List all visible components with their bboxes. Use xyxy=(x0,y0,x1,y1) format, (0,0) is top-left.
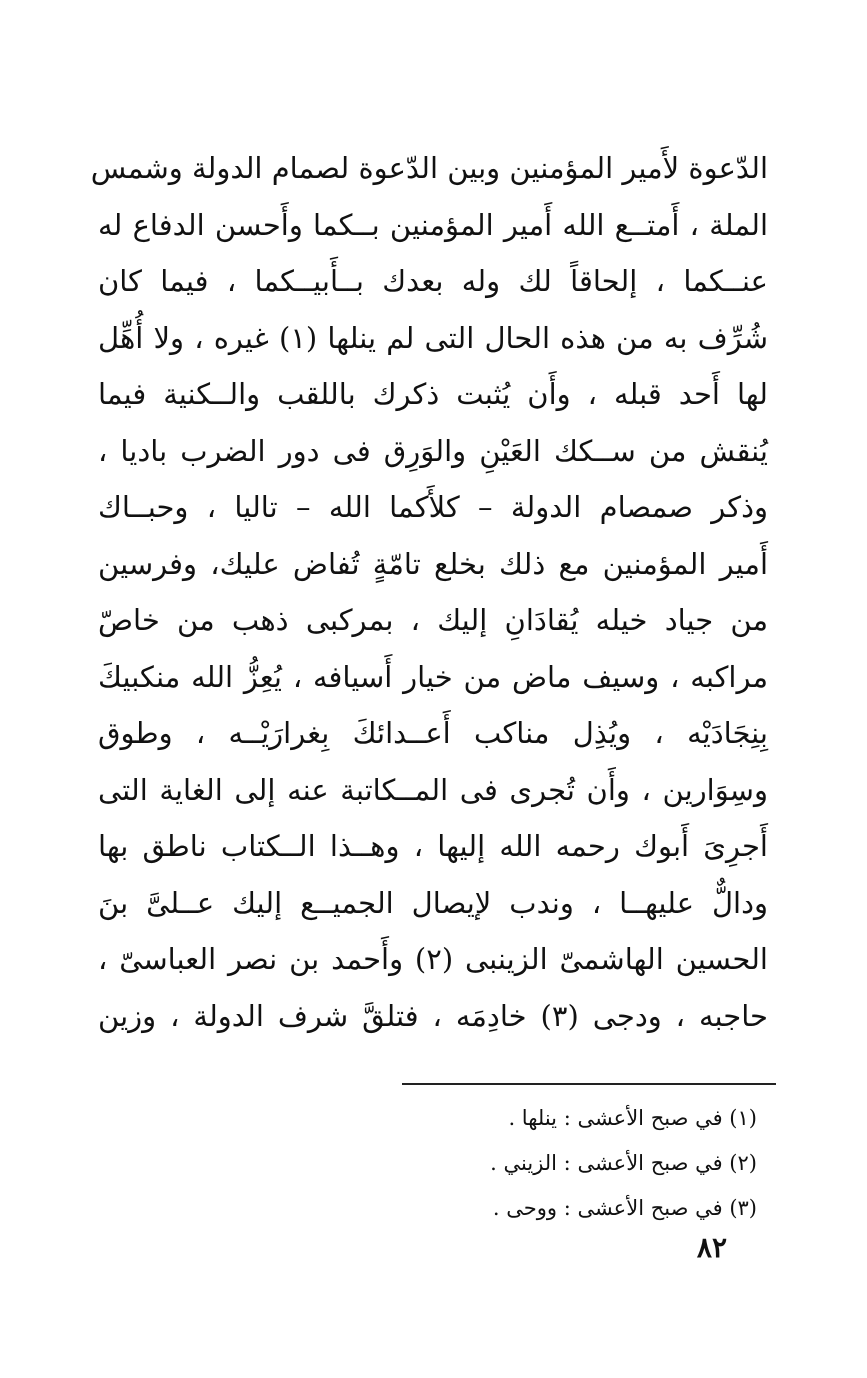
text-line: وسِوَارين ، وأَن تُجرى فى المــكاتبة عنه إلى الغاية التى xyxy=(98,772,768,807)
text-line: لها أَحد قبله ، وأَن يُثبت ذكرك باللقب والــكنية فيما xyxy=(98,377,768,411)
text-line: الدّعوة لأَمير المؤمنين وبين الدّعوة لصمام الدولة وشمس xyxy=(90,151,768,185)
footnote-item: (٢) في صبح الأعشى : الزيني . xyxy=(490,1151,757,1175)
text-line: مراكبه ، وسيف ماض من خيار أَسيافه ، يُعِزُّ الله منكبيكَ xyxy=(98,659,768,694)
page-number: ٨٢ xyxy=(696,1231,727,1264)
footnotes-block xyxy=(277,1096,757,1231)
text-line: الملة ، أَمتــع الله أَمير المؤمنين بــكما وأَحسن الدفاع له xyxy=(98,207,768,242)
text-line: بِنِجَادَيْه ، ويُذِل مناكب أَعــدائكَ بِغرارَيْــه ، وطوق xyxy=(98,716,768,750)
text-line: من جياد خيله يُقادَانِ إليك ، بمركبى ذهب من خاصّ xyxy=(98,603,768,637)
main-text-block xyxy=(90,140,768,1044)
text-line: ودالٌّ عليهــا ، وندب لإيصال الجميــع إليك عــلىَّ بنَ xyxy=(98,885,768,920)
text-line: وذكر صمصام الدولة – كلأَكما الله – تاليا ، وحبــاك xyxy=(98,490,768,524)
footnote-item: (١) في صبح الأعشى : ينلها . xyxy=(508,1106,757,1130)
text-line: عنــكما ، إلحاقاً لك وله بعدك بــأَبيــكما ، فيما كان xyxy=(98,264,768,298)
text-line: الحسين الهاشمىّ الزينبى (٢) وأَحمد بن نصر العباسىّ ، xyxy=(98,942,768,976)
footnote-divider xyxy=(402,1083,776,1085)
footnote-item: (٣) في صبح الأعشى : ووحى . xyxy=(492,1196,757,1220)
text-line: شُرِّف به من هذه الحال التى لم ينلها (١) غيره ، ولا أُهِّل xyxy=(98,320,768,355)
text-line: أَجرِىَ أَبوك رحمه الله إليها ، وهــذا الــكتاب ناطق بها xyxy=(98,829,768,863)
text-line: أَمير المؤمنين مع ذلك بخلع تامّةٍ تُفاض عليك، وفرسين xyxy=(98,546,768,581)
text-line: حاجبه ، ودجى (٣) خادِمَه ، فتلقَّ شرف الدولة ، وزين xyxy=(98,998,768,1033)
text-line: يُنقش من ســكك العَيْنِ والوَرِق فى دور الضرب باديا ، xyxy=(98,433,768,468)
